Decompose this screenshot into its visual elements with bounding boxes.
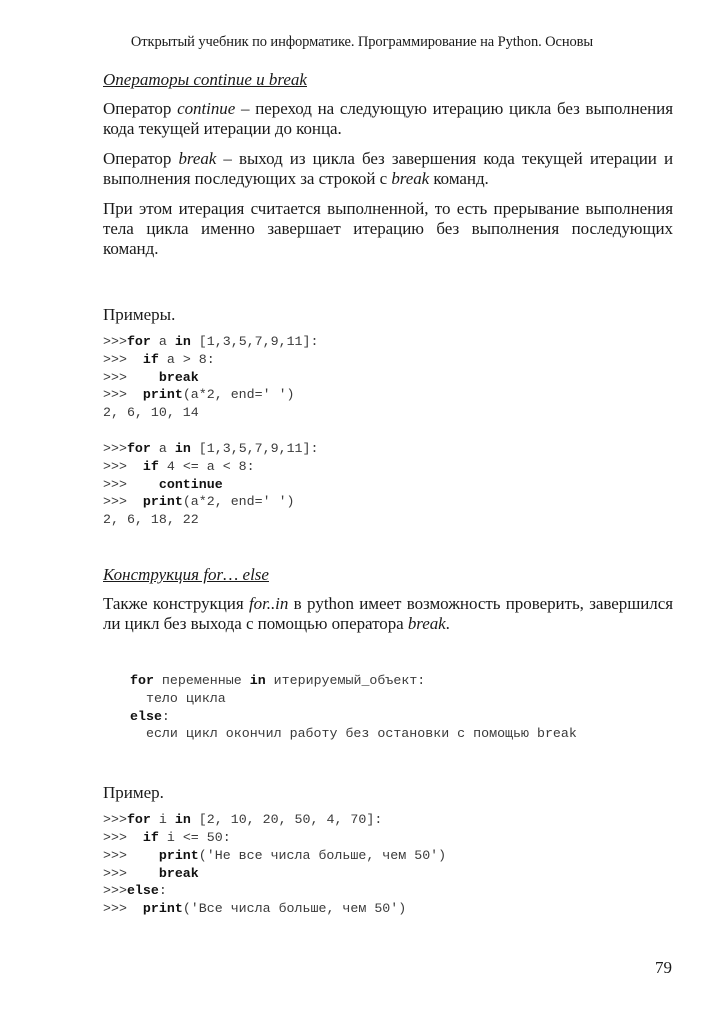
text-span: команд. (429, 169, 489, 188)
code-text: (a*2, end=' ') (182, 494, 295, 510)
code-line (130, 725, 673, 743)
code-text: итерируемый_объект: (265, 672, 426, 688)
code-prompt: >>> (103, 351, 143, 367)
code-prompt: >>> (103, 440, 127, 456)
section-title-continue-break: Операторы continue и break (103, 70, 307, 89)
code-text: ('Все числа больше, чем 50') (182, 901, 407, 917)
code-prompt: >>> (103, 883, 127, 899)
code-text: переменные (153, 672, 250, 688)
paragraph-iteration-note: При этом итерация считается выполненной, то есть прерывание выполнения тела цикла именно завершает итерацию без выполнения последующих команд. (103, 199, 673, 258)
code-text: тело цикла (145, 690, 226, 706)
code-keyword: print (158, 847, 199, 863)
code-prompt (130, 691, 146, 706)
text-span: Также конструкция (103, 593, 249, 613)
code-keyword: break (158, 865, 199, 881)
paragraph-continue (103, 99, 673, 139)
code-keyword: else (126, 883, 159, 899)
code-text: [1,3,5,7,9,11]: (190, 440, 319, 456)
code-line (103, 811, 673, 829)
keyword-for-in: for..in (248, 593, 289, 613)
code-line (130, 672, 673, 690)
code-text: : (158, 883, 167, 899)
code-line (103, 476, 673, 494)
code-prompt: 2, 6, 10, 14 (103, 405, 199, 421)
code-prompt: 2, 6, 18, 22 (103, 512, 199, 528)
code-line (103, 386, 673, 404)
code-line (130, 690, 673, 708)
keyword-break: break (407, 613, 446, 633)
code-keyword: break (158, 369, 199, 385)
code-text: [2, 10, 20, 50, 4, 70]: (190, 812, 383, 828)
code-line (103, 404, 673, 422)
code-line (103, 369, 673, 387)
text-span: Оператор (103, 99, 178, 118)
text-span: – выход из цикла без завершения кода текущей итерации и выполнения последующих за строкой с (103, 149, 674, 188)
code-keyword: if (142, 829, 159, 845)
code-keyword: for (126, 334, 151, 349)
code-keyword: in (174, 334, 191, 349)
code-keyword: print (142, 494, 183, 510)
code-text: ('Не все числа больше, чем 50') (198, 847, 447, 863)
code-keyword: in (174, 440, 191, 456)
code-text: i (150, 812, 175, 828)
code-line (103, 333, 673, 351)
code-prompt: >>> (103, 829, 143, 845)
code-example-break (103, 333, 673, 422)
paragraph-for-else (103, 594, 673, 634)
keyword-break: break (178, 149, 217, 168)
code-keyword: in (249, 672, 266, 688)
code-line (103, 882, 673, 900)
code-keyword: else (130, 708, 162, 724)
code-line (103, 440, 673, 458)
code-text: если цикл окончил работу без остановки с помощью break (145, 726, 577, 742)
code-example-continue (103, 440, 673, 529)
code-line (103, 847, 673, 865)
section-title-for-else: Конструкция for… else (103, 564, 269, 584)
code-syntax-for-else (103, 672, 673, 743)
code-line (103, 458, 673, 476)
examples-label: Примеры. (103, 305, 176, 324)
code-prompt: >>> (103, 901, 143, 917)
code-keyword: continue (158, 476, 223, 492)
text-span: – переход на следующую итерацию цикла без выполнения кода текущей итерации до конца. (103, 99, 673, 138)
code-text: 4 <= a < 8: (158, 458, 255, 474)
code-text: [1,3,5,7,9,11]: (190, 334, 319, 349)
code-line (130, 708, 673, 726)
code-prompt: >>> (103, 369, 159, 385)
code-keyword: for (126, 812, 151, 828)
running-header: Открытый учебник по информатике. Программирование на Python. Основы (130, 34, 594, 50)
code-prompt: >>> (103, 865, 159, 881)
code-keyword: print (142, 901, 183, 917)
code-prompt (130, 726, 146, 741)
code-text: a > 8: (158, 351, 215, 367)
page-number: 79 (655, 958, 672, 977)
code-text: (a*2, end=' ') (182, 387, 295, 403)
keyword-break: break (391, 169, 430, 188)
code-keyword: in (174, 812, 191, 828)
code-example-for-else (103, 811, 673, 918)
page-content (103, 70, 673, 918)
text-span: в python имеет возможность проверить, завершился ли цикл без выхода с помощью оператора (103, 593, 673, 633)
code-text: a (150, 440, 175, 456)
example-label: Пример. (103, 783, 164, 803)
code-prompt: >>> (103, 812, 127, 828)
code-line (103, 829, 673, 847)
keyword-continue: continue (177, 99, 236, 118)
code-prompt: >>> (103, 476, 159, 492)
code-prompt: >>> (103, 458, 143, 474)
code-keyword: for (130, 672, 154, 688)
code-prompt: >>> (103, 494, 143, 510)
code-text: i <= 50: (158, 829, 231, 845)
code-keyword: if (142, 458, 159, 474)
code-line (103, 351, 673, 369)
code-keyword: for (126, 440, 151, 456)
code-line (103, 493, 673, 511)
text-span: Оператор (103, 149, 179, 168)
code-line (103, 865, 673, 883)
code-text: : (161, 708, 170, 724)
code-prompt: >>> (103, 334, 127, 349)
code-prompt: >>> (103, 847, 159, 863)
code-line (103, 900, 673, 918)
code-prompt: >>> (103, 387, 143, 403)
text-span: . (445, 613, 450, 633)
code-line (103, 511, 673, 529)
code-keyword: print (142, 387, 183, 403)
paragraph-break (103, 149, 673, 189)
code-text: a (150, 334, 175, 349)
code-keyword: if (142, 351, 159, 367)
